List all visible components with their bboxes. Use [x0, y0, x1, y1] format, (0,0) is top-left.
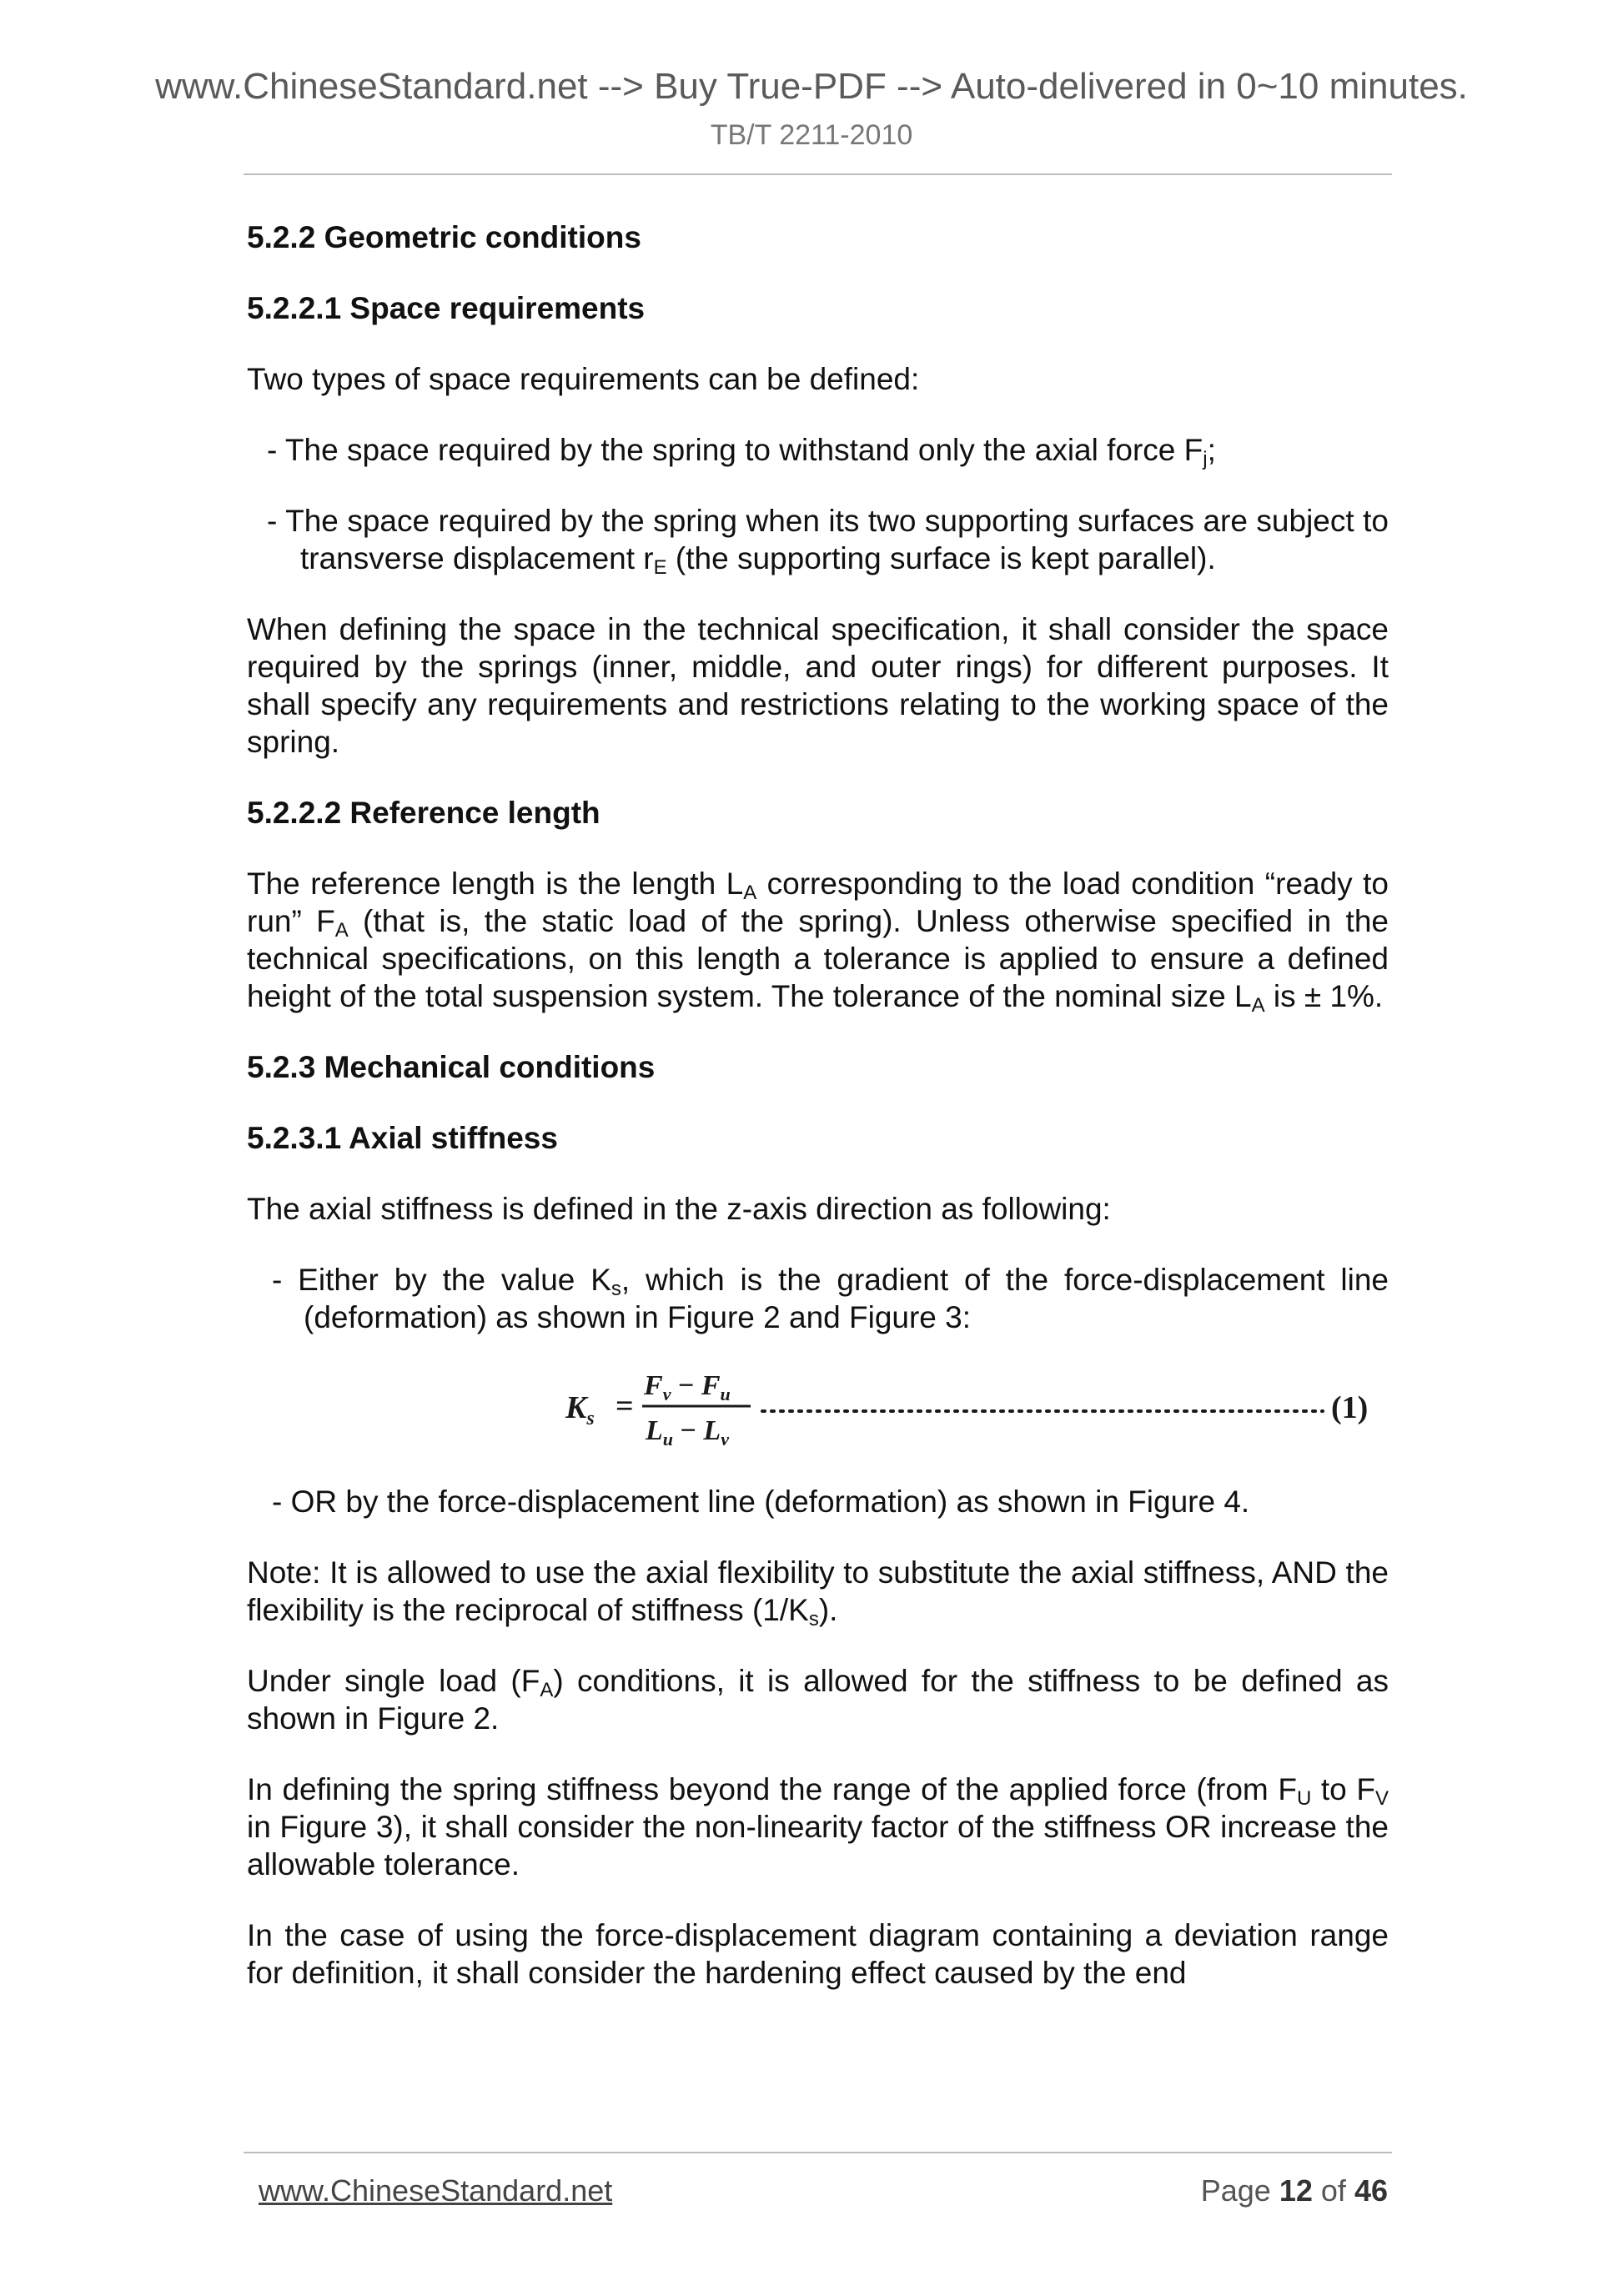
page-indicator: Page 12 of 46: [1200, 2173, 1388, 2208]
document-body: [247, 219, 1389, 1992]
heading-5-2-2-1: 5.2.2.1 Space requirements: [247, 291, 646, 325]
list-item-value-ks: - Either by the value $K_s$, which is the gradient of the force-displacement line (deformation) as shown in Figure 2 and Figure 3:: [272, 1263, 1389, 1334]
note-flexibility: Note: It is allowed to use the axial flexibility to substitute the axial stiffness, AND the flexibility is the reciprocal of stiffness $(1/K_s)$.: [247, 1555, 1389, 1630]
paragraph-single-load: Under single load $(F_A)$ conditions, it is allowed for the stiffness to be defined as shown in Figure 2.: [247, 1664, 1389, 1736]
page-total: 46: [1354, 2173, 1388, 2208]
paragraph-deviation-range: In the case of using the force-displacement diagram containing a deviation range for definition, it shall consider the hardening effect caused by the end: [247, 1918, 1389, 1990]
eq-numerator: $F_v - F_u$: [644, 1370, 731, 1404]
paragraph-define-space: When defining the space in the technical specification, it shall consider the space required by the springs (inner, middle, and outer rings) for different purposes. It shall specify any requirements and restrictions relating to the working space of the spring.: [247, 612, 1389, 759]
equation-formula: [564, 1356, 1381, 1454]
heading-5-2-3-1: 5.2.3.1 Axial stiffness: [247, 1121, 558, 1155]
footer-divider: [244, 2152, 1392, 2153]
list-item-axial-force: - The space required by the spring to withstand only the axial force $F_j$;: [267, 433, 1216, 470]
heading-5-2-2: 5.2.2 Geometric conditions: [247, 220, 641, 254]
eq-equals: =: [616, 1389, 634, 1424]
eq-number: (1): [1331, 1390, 1369, 1425]
heading-5-2-3: 5.2.3 Mechanical conditions: [247, 1050, 656, 1084]
eq-denominator: $L_u - L_v$: [646, 1415, 729, 1449]
list-item-transverse: - The space required by the spring when its two supporting surfaces are subject to transverse displacement $r_E$ (the supporting surface is kept parallel).: [267, 504, 1389, 579]
paragraph-beyond-range: In defining the spring stiffness beyond the range of the applied force (from $F_U$ to $F_V$ in Figure 3), it shall consider the non-linearity factor of the stiffness OR increase the allowable tolerance.: [247, 1772, 1389, 1882]
footer-site-link[interactable]: www.ChineseStandard.net: [259, 2173, 613, 2208]
paragraph-reference-length: The reference length is the length $L_A$ corresponding to the load condition “ready to run” $F_A$ (that is, the static load of the spring). Unless otherwise specified in the technical specifications, on this length a tolerance is applied to ensure a defined height of the total suspension system. The tolerance of the nominal size $L_A$ is ± 1%.: [247, 867, 1389, 1017]
paragraph-axial: The axial stiffness is defined in the z-axis direction as following:: [247, 1192, 1111, 1226]
header-divider: [244, 173, 1392, 175]
equation-1: [247, 1356, 1389, 1454]
standard-number: TB/T 2211-2010: [710, 119, 913, 151]
eq-lhs: $K_s$: [565, 1390, 595, 1429]
list-item-force-displacement: - OR by the force-displacement line (deformation) as shown in Figure 4.: [272, 1485, 1250, 1519]
header-banner: www.ChineseStandard.net --> Buy True-PDF --> Auto-delivered in 0~10 minutes.: [155, 66, 1468, 107]
page-number: 12: [1279, 2173, 1313, 2208]
heading-5-2-2-2: 5.2.2.2 Reference length: [247, 796, 600, 830]
paragraph-intro: Two types of space requirements can be defined:: [247, 362, 920, 396]
